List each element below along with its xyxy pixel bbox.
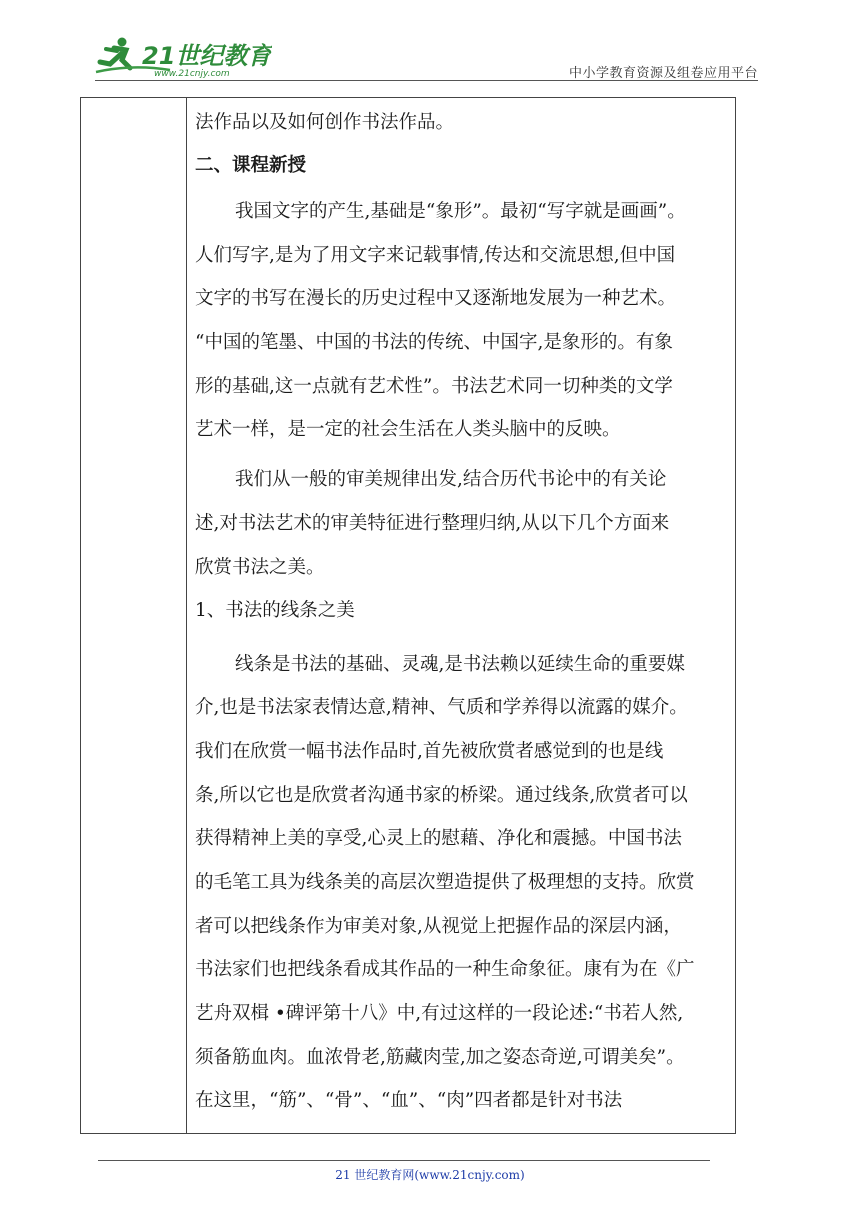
text-line: 的毛笔工具为线条美的高层次塑造提供了极理想的支持。欣赏 <box>195 872 695 893</box>
text-line: 人们写字,是为了用文字来记载事情,传达和交流思想,但中国 <box>195 245 676 266</box>
text-line: 法作品以及如何创作书法作品。 <box>195 112 455 133</box>
text-line: 者可以把线条作为审美对象,从视觉上把握作品的深层内涵， <box>195 916 682 937</box>
text-line: 我国文字的产生,基础是“象形”。最初“写字就是画画”。 <box>235 201 686 222</box>
text-line: 述,对书法艺术的审美特征进行整理归纳,从以下几个方面来 <box>195 513 670 534</box>
text-line: 我们在欣赏一幅书法作品时,首先被欣赏者感觉到的也是线 <box>195 741 664 762</box>
runner-logo-icon <box>92 34 272 80</box>
section-heading: 二、课程新授 <box>195 155 307 176</box>
text-line: 欣赏书法之美。 <box>195 557 325 578</box>
text-line: “中国的笔墨、中国的书法的传统、中国字,是象形的。有象 <box>195 332 673 353</box>
text-line: 线条是书法的基础、灵魂,是书法赖以延续生命的重要媒 <box>235 654 685 675</box>
footer-divider <box>98 1160 710 1161</box>
text-line: 文字的书写在漫长的历史过程中又逐渐地发展为一种艺术。 <box>195 288 677 309</box>
text-line: 介,也是书法家表情达意,精神、气质和学养得以流露的媒介。 <box>195 697 688 718</box>
platform-name: 中小学教育资源及组卷应用平台 <box>568 66 758 81</box>
lesson-table <box>80 97 736 1134</box>
text-line: 艺术一样，是一定的社会生活在人类头脑中的反映。 <box>195 419 621 440</box>
header-divider <box>95 80 758 81</box>
footer-text: 21 世纪教育网(www.21cnjy.com) <box>335 1168 525 1182</box>
text-line: 在这里，“筋”、“骨”、“血”、“肉”四者都是针对书法 <box>195 1090 623 1111</box>
text-line: 艺舟双楫 •碑评第十八》中,有过这样的一段论述:“书若人然, <box>195 1003 684 1024</box>
page-header <box>0 0 860 90</box>
text-line: 获得精神上美的享受,心灵上的慰藉、净化和震撼。中国书法 <box>195 828 682 849</box>
table-left-column <box>81 98 187 1133</box>
logo-21cnjy <box>92 34 272 80</box>
logo-url-text: www.21cnjy.com <box>154 69 230 79</box>
text-line: 形的基础,这一点就有艺术性”。书法艺术同一切种类的文学 <box>195 376 673 397</box>
logo-brand-text: 21世纪教育 <box>142 42 272 70</box>
text-line: 书法家们也把线条看成其作品的一种生命象征。康有为在《广 <box>195 959 695 980</box>
text-line: 我们从一般的审美规律出发,结合历代书论中的有关论 <box>235 469 667 490</box>
text-line: 条,所以它也是欣赏者沟通书家的桥梁。通过线条,欣赏者可以 <box>195 785 688 806</box>
text-line: 须备筋血肉。血浓骨老,筋藏肉莹,加之姿态奇逆,可谓美矣”。 <box>195 1047 685 1068</box>
subsection-heading: 1、书法的线条之美 <box>195 600 355 621</box>
